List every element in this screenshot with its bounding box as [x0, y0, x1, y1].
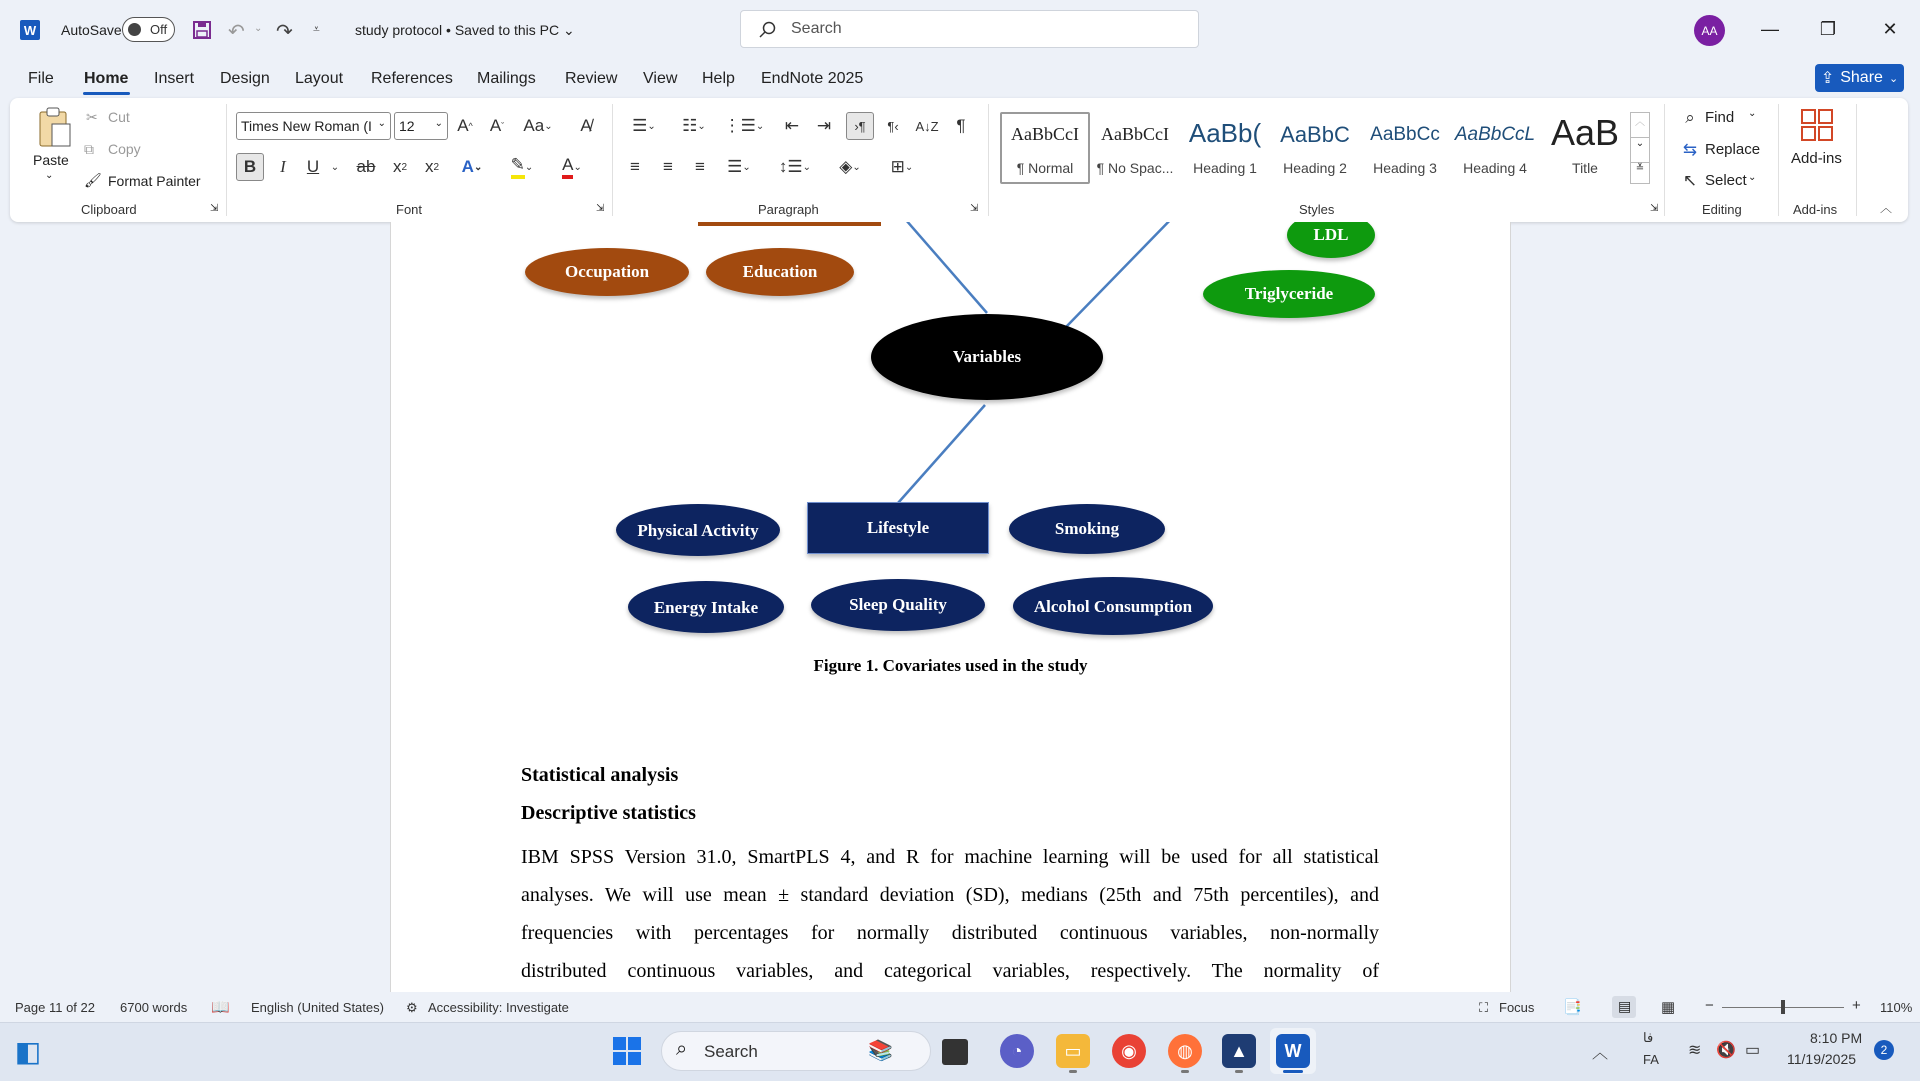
style-preview: AaBbC — [1280, 122, 1350, 147]
group-divider — [1664, 104, 1665, 216]
text-effects-icon[interactable]: A ⌄ — [461, 157, 483, 176]
node-alcohol-consumption: Alcohol Consumption — [1013, 577, 1213, 635]
style-heading-3[interactable] — [1362, 112, 1448, 184]
italic-button[interactable]: I — [280, 157, 286, 176]
figure-caption: Figure 1. Covariates used in the study — [813, 656, 1088, 675]
clear-formatting-icon[interactable]: A̸ — [580, 116, 592, 135]
tab-layout[interactable]: Layout — [295, 70, 344, 87]
style-label: Heading 4 — [1463, 160, 1527, 176]
language-status[interactable]: English (United States) — [251, 1000, 384, 1015]
node-sleep-quality: Sleep Quality — [811, 579, 985, 631]
node-energy-intake: Energy Intake — [628, 581, 784, 633]
gallery-more-icon[interactable]: ≚ — [1631, 162, 1649, 185]
tab-insert[interactable]: Insert — [154, 70, 195, 87]
group-divider — [1856, 104, 1857, 216]
tab-file[interactable]: File — [28, 70, 54, 87]
style-heading-4[interactable] — [1452, 112, 1538, 184]
grow-font-icon[interactable]: A ^ — [457, 116, 473, 135]
node-occupation: Occupation — [525, 248, 689, 296]
font-size-value: 12 — [399, 118, 415, 134]
rtl-direction-icon[interactable]: ¶‹ — [887, 118, 899, 134]
running-indicator — [1181, 1070, 1189, 1073]
undo-dropdown-icon[interactable]: ⌄ — [254, 23, 263, 34]
style-label: Heading 3 — [1373, 160, 1437, 176]
share-label: Share — [1840, 69, 1883, 86]
node-lifestyle: Lifestyle — [807, 502, 989, 554]
active-tab-indicator — [83, 92, 130, 95]
search-highlight-icon: 📚 — [868, 1040, 893, 1062]
bullets-icon[interactable]: ☰ ⌄ — [632, 116, 656, 135]
scroll-up-icon[interactable]: ︿ — [1635, 117, 1645, 128]
autosave-state: Off — [150, 22, 168, 37]
zoom-out-icon[interactable]: − — [1705, 997, 1714, 1014]
document-page[interactable] — [390, 222, 1511, 992]
word-taskbar-icon[interactable]: W — [1276, 1034, 1310, 1068]
style-preview: AaB — [1550, 112, 1620, 153]
chrome-icon[interactable]: ◉ — [1112, 1034, 1146, 1068]
shading-icon[interactable]: ◈ ⌄ — [839, 157, 861, 176]
shrink-font-icon[interactable]: A ˇ — [489, 116, 505, 135]
clock-time[interactable]: 8:10 PM — [1810, 1030, 1863, 1046]
copy-icon[interactable]: ⧉ — [84, 141, 94, 157]
wifi-icon[interactable]: ≋ — [1688, 1042, 1702, 1059]
volume-muted-icon[interactable]: 🔇 — [1716, 1042, 1736, 1059]
font-size-combo[interactable] — [394, 112, 448, 140]
firefox-icon[interactable]: ◍ — [1168, 1034, 1202, 1068]
tab-design[interactable]: Design — [220, 70, 270, 87]
bold-button[interactable]: B — [236, 153, 264, 181]
add-ins-button[interactable]: Add-ins — [1791, 150, 1842, 167]
subscript-button[interactable]: x 2 — [392, 157, 408, 176]
autosave-label: AutoSave — [61, 22, 122, 38]
paste-icon[interactable] — [34, 106, 74, 150]
justify-icon[interactable]: ☰ ⌄ — [727, 157, 751, 176]
font-color-icon[interactable]: A ⌄ — [552, 153, 592, 181]
search-icon — [759, 21, 777, 39]
style-preview: AaBbCcI — [1011, 124, 1079, 144]
collapse-ribbon-icon[interactable]: ︿ — [1880, 201, 1893, 215]
numbering-icon[interactable]: ☷ ⌄ — [682, 116, 706, 135]
decrease-indent-icon[interactable]: ⇤ — [784, 116, 800, 135]
style-label: Heading 1 — [1193, 160, 1257, 176]
group-divider — [1778, 104, 1779, 216]
print-layout-icon[interactable]: ▤ — [1612, 996, 1636, 1018]
heading-descriptive-statistics: Descriptive statistics — [521, 802, 696, 824]
battery-icon[interactable]: ▭ — [1745, 1042, 1761, 1059]
page-count[interactable]: Page 11 of 22 — [15, 1000, 95, 1015]
find-dropdown-icon[interactable]: ⌄ — [1748, 108, 1757, 119]
underline-button[interactable]: U — [306, 157, 320, 176]
paragraph-line: analyses. We will use mean ± standard deviation (SD), medians (25th and 75th percentiles), and — [521, 884, 1379, 906]
demographic-node-edge — [698, 222, 881, 226]
select-dropdown-icon[interactable]: ⌄ — [1748, 172, 1757, 183]
running-indicator — [1235, 1070, 1243, 1073]
cat-app-icon[interactable]: ▲ — [1222, 1034, 1256, 1068]
select-icon[interactable]: ↖ — [1682, 171, 1698, 190]
input-language-top[interactable]: فا — [1643, 1030, 1654, 1045]
style-preview: AaBbCc — [1370, 124, 1440, 145]
font-launcher-icon[interactable]: ⇲ — [596, 203, 605, 214]
tab-references[interactable]: References — [371, 70, 453, 87]
ltr-direction-icon[interactable]: ›¶ — [846, 112, 874, 140]
heading-statistical-analysis: Statistical analysis — [521, 764, 679, 786]
line-spacing-icon[interactable]: ↕☰ ⌄ — [778, 157, 812, 176]
tab-view[interactable]: View — [643, 70, 678, 87]
tab-mailings[interactable]: Mailings — [477, 70, 536, 87]
add-ins-icon[interactable] — [1800, 108, 1834, 142]
zoom-slider-thumb[interactable] — [1781, 1000, 1785, 1014]
style-preview: AaBb( — [1188, 118, 1262, 148]
taskbar-search-input[interactable] — [661, 1031, 931, 1071]
save-icon[interactable] — [192, 20, 212, 40]
tab-home[interactable]: Home — [84, 70, 129, 87]
taskbar-search-placeholder: Search — [704, 1042, 758, 1061]
input-language[interactable]: FA — [1643, 1052, 1659, 1067]
style-label: ¶ Normal — [1016, 160, 1074, 176]
tab-help[interactable]: Help — [702, 70, 735, 87]
chat-icon[interactable]: ◔ — [1000, 1034, 1034, 1068]
copy-button[interactable]: Copy — [108, 141, 141, 157]
underline-dropdown-icon[interactable]: ⌄ — [330, 161, 340, 173]
clipboard-group-label: Clipboard — [81, 202, 137, 217]
style-title[interactable] — [1542, 112, 1628, 184]
node-education: Education — [706, 248, 854, 296]
replace-button[interactable]: Replace — [1705, 141, 1761, 158]
align-center-icon[interactable]: ≡ — [663, 157, 673, 176]
word-count[interactable]: 6700 words — [120, 1000, 188, 1015]
show-formatting-icon[interactable]: ¶ — [956, 116, 966, 135]
accessibility-status[interactable]: Accessibility: Investigate — [428, 1000, 569, 1015]
zoom-level[interactable]: 110% — [1880, 1000, 1913, 1015]
node-triglyceride: Triglyceride — [1203, 270, 1375, 318]
task-view-icon[interactable] — [942, 1039, 968, 1065]
format-painter-button[interactable]: Format Painter — [108, 173, 201, 189]
group-divider — [988, 104, 989, 216]
style-normal[interactable] — [1002, 112, 1088, 184]
increase-indent-icon[interactable]: ⇥ — [816, 116, 832, 135]
sort-icon[interactable]: A↓Z — [915, 118, 939, 134]
running-indicator — [1069, 1070, 1077, 1073]
paste-label[interactable]: Paste — [33, 152, 69, 168]
search-icon: ⌕ — [676, 1038, 688, 1060]
scroll-down-icon[interactable]: ⌄ — [1631, 137, 1649, 162]
style-heading-2[interactable] — [1272, 112, 1358, 184]
paragraph-line: frequencies with percentages for normally distributed continuous variables, non-normally — [521, 922, 1379, 944]
chevron-down-icon: ⌄ — [434, 118, 443, 129]
superscript-button[interactable]: x 2 — [424, 157, 440, 176]
font-name-value: Times New Roman (I — [241, 118, 372, 134]
redo-icon[interactable]: ↷ — [276, 21, 293, 43]
restore-icon[interactable]: ❐ — [1819, 18, 1837, 39]
proofing-icon[interactable]: 📖 — [211, 999, 230, 1016]
start-icon[interactable] — [612, 1036, 642, 1066]
style-no-spacing[interactable] — [1092, 112, 1178, 184]
clipboard-launcher-icon[interactable]: ⇲ — [210, 203, 219, 214]
file-explorer-icon[interactable]: ▭ — [1056, 1034, 1090, 1068]
show-hidden-icons-icon[interactable]: ︿ — [1592, 1045, 1609, 1062]
paste-dropdown-icon[interactable]: ⌄ — [45, 170, 54, 181]
word-logo-icon: W — [20, 20, 40, 40]
font-name-combo[interactable] — [236, 112, 391, 140]
style-label: Heading 2 — [1283, 160, 1347, 176]
node-ldl: LDL — [1287, 222, 1375, 258]
style-preview: AaBbCcL — [1454, 124, 1536, 145]
paragraph-launcher-icon[interactable]: ⇲ — [970, 203, 979, 214]
style-preview: AaBbCcI — [1101, 124, 1169, 144]
zoom-in-icon[interactable]: + — [1852, 997, 1861, 1014]
find-icon[interactable]: ⌕ — [1685, 108, 1695, 127]
style-heading-1[interactable] — [1182, 112, 1268, 184]
styles-launcher-icon[interactable]: ⇲ — [1650, 203, 1659, 214]
multilevel-list-icon[interactable]: ⋮☰ ⌄ — [723, 116, 765, 135]
node-physical-activity: Physical Activity — [616, 504, 780, 556]
styles-gallery-scroller[interactable] — [1630, 112, 1650, 184]
undo-icon[interactable]: ↶ — [228, 21, 245, 43]
active-app-indicator — [1283, 1070, 1303, 1073]
styles-group-label: Styles — [1299, 202, 1335, 217]
document-title[interactable]: study protocol • Saved to this PC ⌄ — [355, 22, 575, 38]
search-placeholder: Search — [791, 20, 842, 37]
style-label: ¶ No Spac... — [1096, 160, 1174, 176]
add-ins-group-label: Add-ins — [1793, 202, 1838, 217]
web-layout-icon[interactable]: ▦ — [1661, 999, 1676, 1016]
customize-toolbar-icon[interactable]: ⩡ — [313, 22, 320, 36]
notification-badge[interactable]: 2 — [1874, 1040, 1894, 1060]
read-mode-icon[interactable]: 📑 — [1563, 999, 1582, 1016]
font-group-label: Font — [396, 202, 423, 217]
share-button[interactable] — [1815, 64, 1904, 92]
widgets-icon[interactable]: ◧ — [14, 1035, 42, 1067]
style-label: Title — [1572, 160, 1598, 176]
clock-date[interactable]: 11/19/2025 — [1787, 1051, 1857, 1067]
replace-icon[interactable]: ⇆ — [1682, 140, 1698, 159]
minimize-icon[interactable]: — — [1761, 18, 1779, 39]
tab-review[interactable]: Review — [565, 70, 618, 87]
align-right-icon[interactable]: ≡ — [695, 157, 705, 176]
close-icon[interactable]: ✕ — [1882, 18, 1898, 39]
node-smoking: Smoking — [1009, 504, 1165, 554]
group-divider — [612, 104, 613, 216]
cut-icon[interactable]: ✂ — [86, 109, 98, 125]
editing-group-label: Editing — [1702, 202, 1742, 217]
chevron-down-icon: ⌄ — [1888, 72, 1899, 85]
paragraph-line: IBM SPSS Version 31.0, SmartPLS 4, and R for machine learning will be used for all statistical — [521, 846, 1379, 868]
focus-button[interactable]: Focus — [1499, 1000, 1535, 1015]
node-variables: Variables — [871, 314, 1103, 400]
group-divider — [226, 104, 227, 216]
toggle-knob — [128, 23, 141, 36]
borders-icon[interactable]: ⊞ ⌄ — [890, 157, 914, 176]
tab-endnote[interactable]: EndNote 2025 — [761, 70, 864, 87]
autosave-toggle[interactable] — [122, 17, 175, 42]
align-left-icon[interactable]: ≡ — [630, 157, 640, 176]
accessibility-icon[interactable]: ⚙ — [406, 1000, 418, 1015]
change-case-icon[interactable]: Aa ⌄ — [523, 116, 553, 135]
format-painter-icon[interactable]: 🖌 — [84, 172, 102, 188]
select-button[interactable]: Select — [1705, 172, 1747, 189]
paragraph-group-label: Paragraph — [758, 202, 819, 217]
title-search-input[interactable] — [740, 10, 1199, 48]
body-paragraph — [521, 838, 1379, 990]
highlight-color-icon[interactable]: ✎ ⌄ — [502, 153, 542, 181]
share-icon: ⇪ — [1820, 70, 1835, 87]
chevron-down-icon: ⌄ — [377, 118, 386, 129]
strikethrough-button[interactable]: ab — [356, 157, 376, 176]
avatar[interactable]: AA — [1694, 15, 1725, 46]
focus-icon[interactable]: ⛶ — [1479, 1000, 1489, 1015]
paragraph-line: distributed continuous variables, and categorical variables, respectively. The normality of — [521, 960, 1379, 982]
cut-button[interactable]: Cut — [108, 109, 130, 125]
find-button[interactable]: Find — [1705, 109, 1735, 126]
